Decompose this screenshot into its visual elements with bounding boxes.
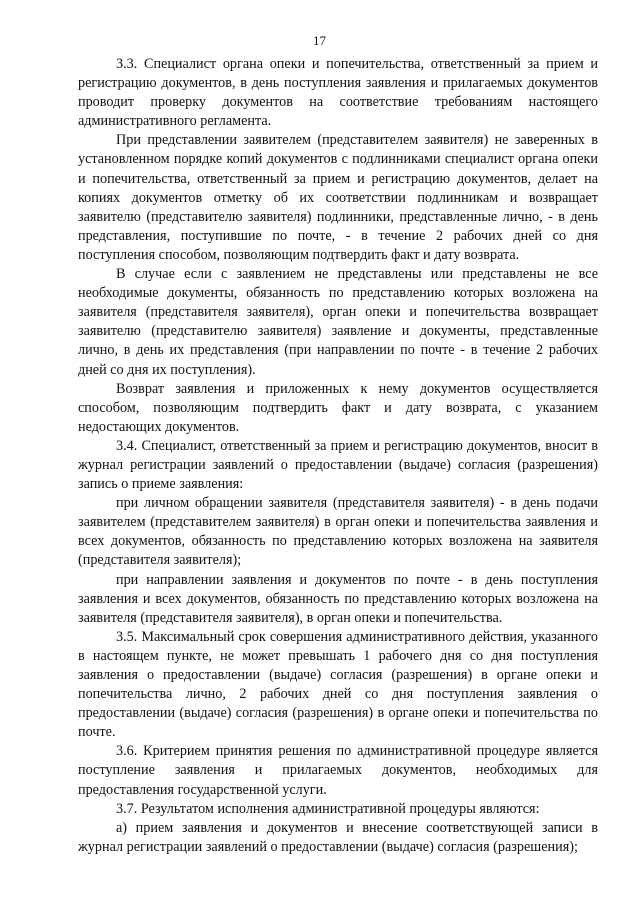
document-body <box>78 55 598 857</box>
page-number: 17 <box>313 33 326 48</box>
paragraph-3-6: 3.6. Критерием принятия решения по административной процедуре является поступление заявления и прилагаемых документов, необходимых для предоставления государственной услуги. <box>78 743 598 798</box>
paragraph-mail-application: при направлении заявления и документов по почте - в день поступления заявления и всех документов, обязанность по представлению которых возложена на заявителя (представителя заявителя), в орган опеки и попечительства. <box>78 571 598 626</box>
paragraph-result-a: а) прием заявления и документов и внесение соответствующей записи в журнал регистрации заявлений о предоставлении (выдаче) согласия (разрешения); <box>78 819 598 855</box>
paragraph-3-7: 3.7. Результатом исполнения административной процедуры являются: <box>116 800 540 817</box>
paragraph-3-5: 3.5. Максимальный срок совершения административного действия, указанного в настоящем пункте, не может превышать 1 рабочего дня со дня поступления заявления о предоставлении (выдаче) согласия (разрешения) в органе опеки и попечительства лично, 2 рабочих дней со дня поступления заявления о предоставлении (выдаче) согласия (разрешения) в органе опеки и попечительства по почте. <box>78 628 598 741</box>
paragraph-certified-copies: При представлении заявителем (представителем заявителя) не заверенных в установленном порядке копий документов с подлинниками специалист органа опеки и попечительства, ответственный за прием и регистрацию документов, делает на копиях документов отметку об их соответствии подлинникам и возвращает заявителю (представителю заявителя) подлинники, представленные лично, - в день представления, поступившие по почте, - в течение 2 рабочих дней со дня поступления способом, позволяющим подтвердить факт и дату возврата. <box>78 132 598 263</box>
paragraph-return-method: Возврат заявления и приложенных к нему документов осуществляется способом, позволяющим подтвердить факт и дату возврата, с указанием недостающих документов. <box>78 380 598 435</box>
paragraph-missing-documents: В случае если с заявлением не представлены или представлены не все необходимые документы, обязанность по представлению которых возложена на заявителя (представителя заявителя), орган опеки и попечительства возвращает заявителю (представителю заявителя) заявление и документы, представленные лично, в день их представления (при направлении по почте - в течение 2 рабочих дней со дня их поступления). <box>78 266 598 378</box>
paragraph-personal-application: при личном обращении заявителя (представителя заявителя) - в день подачи заявителем (представителем заявителя) в орган опеки и попечительства заявления и всех документов, обязанность по представлению которых возложена на заявителя (представителя заявителя); <box>78 495 598 569</box>
paragraph-3-4: 3.4. Специалист, ответственный за прием и регистрацию документов, вносит в журнал регистрации заявлений о предоставлении (выдаче) согласия (разрешения) запись о приеме заявления: <box>78 437 598 493</box>
paragraph-3-3: 3.3. Специалист органа опеки и попечительства, ответственный за прием и регистрацию документов, в день поступления заявления и прилагаемых документов проводит проверку документов на соответствие требованиям настоящего административного регламента. <box>78 56 598 130</box>
